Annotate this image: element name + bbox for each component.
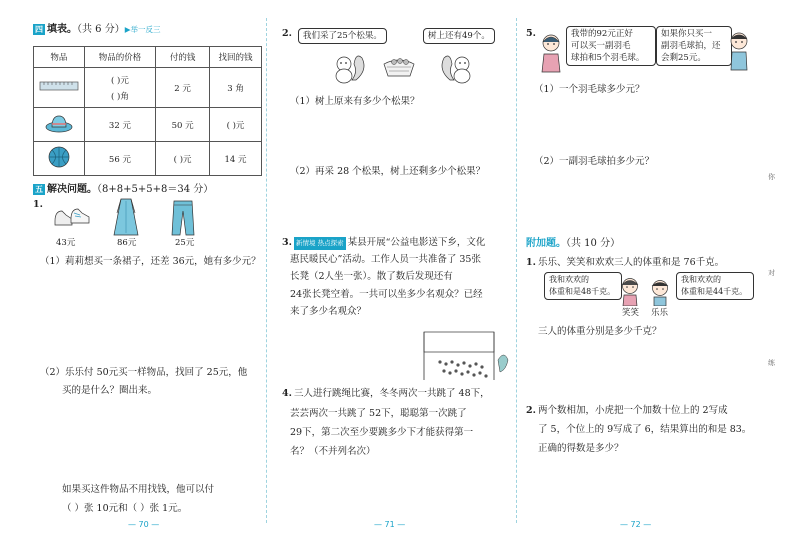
section-4-points: （共 6 分） <box>77 24 125 35</box>
speech-bubble-xiaoxiao <box>544 272 622 300</box>
bubble-line: 会剩25元。 <box>661 53 706 63</box>
bubble-line: 副羽毛球拍，还 <box>661 41 721 51</box>
table-row <box>34 108 262 142</box>
margin-label: 练 <box>768 359 775 367</box>
context-badge: 新情境 热点探索 <box>294 237 346 250</box>
question-4-line-3: 29下，第二次至少要跳多少下才能获得第一 <box>290 427 474 438</box>
price-table <box>33 46 262 176</box>
question-3-line-5: 来了多少名观众？ <box>290 306 367 317</box>
page-70 <box>0 0 262 543</box>
price-dress: 86元 <box>117 238 137 248</box>
table-cell: 14 元 <box>210 142 262 176</box>
speech-bubble-lele <box>676 272 754 300</box>
speech-bubble-boy <box>656 26 732 66</box>
table-cell-icon <box>34 108 85 142</box>
bonus-question-1-number: 1. <box>526 257 536 268</box>
table-cell: 2 元 <box>156 68 210 108</box>
column-divider <box>516 18 517 523</box>
page-number: — 71 — <box>374 520 406 529</box>
table-cell-icon <box>34 68 85 108</box>
table-cell: 32 元 <box>84 108 155 142</box>
section-5-points: （8+8+5+5+8＝34 分） <box>97 184 214 195</box>
bubble-line: 如果你只买一 <box>661 29 713 39</box>
section-4-title: 填表。 <box>47 24 77 35</box>
bubble-line: 我和欢欢的 <box>681 275 721 284</box>
table-header-row <box>34 47 262 68</box>
question-2-number: 2. <box>282 28 292 39</box>
bonus-question-2-line-1: 两个数相加，小虎把一个加数十位上的 2写成 <box>538 405 728 416</box>
question-4-line-1: 三人进行跳绳比赛，冬冬两次一共跳了 48下， <box>294 388 490 399</box>
bonus-question-2-number: 2. <box>526 405 536 416</box>
question-1-part-3-line-2[interactable]: （ ）张 10元和（ ）张 1元。 <box>62 503 188 514</box>
bubble-line: 体重和是44千克。 <box>681 287 748 296</box>
table-row <box>34 142 262 176</box>
table-cell-blank[interactable]: ( )元 <box>156 142 210 176</box>
price-blank-yuan[interactable]: ( )元 <box>111 75 129 86</box>
question-3-text: 某县开展“公益电影送下乡，文化 <box>347 237 486 248</box>
boy-icon <box>726 30 752 72</box>
table-header: 物品的价格 <box>84 47 155 68</box>
ball-icon <box>47 145 71 169</box>
bubble-line: 球拍和5个羽毛球。 <box>571 53 645 63</box>
squirrel-icon <box>328 50 368 84</box>
dress-icon <box>112 197 140 237</box>
question-4-number: 4. <box>282 388 292 399</box>
question-4-line-2: 芸芸两次一共跳了 52下，聪聪第一次跳了 <box>290 408 467 419</box>
table-row <box>34 68 262 108</box>
table-header: 付的钱 <box>156 47 210 68</box>
question-3-line-1 <box>294 236 485 250</box>
bonus-question-2-line-3: 正确的得数是多少？ <box>538 443 624 454</box>
column-divider <box>266 18 267 523</box>
girl-icon <box>538 32 564 74</box>
speech-bubble-girl <box>566 26 656 66</box>
table-header: 找回的钱 <box>210 47 262 68</box>
bonus-question-2-line-2: 了 5，个位上的 9写成了 6，结果算出的和是 83。 <box>538 424 752 435</box>
speech-bubble: 我们采了25个松果。 <box>298 28 387 44</box>
question-1-number: 1. <box>33 199 43 210</box>
table-cell-icon <box>34 142 85 176</box>
table-cell: 3 角 <box>210 68 262 108</box>
bubble-line: 我和欢欢的 <box>549 275 589 284</box>
name-label: 乐乐 <box>651 308 669 318</box>
question-3-number: 3. <box>282 237 292 248</box>
pants-icon <box>170 199 196 237</box>
page-number: — 72 — <box>620 520 652 529</box>
bubble-line: 可以买一副羽毛 <box>571 41 631 51</box>
bonus-title: 附加题。 <box>526 238 566 249</box>
table-cell: 56 元 <box>84 142 155 176</box>
section-4-tag: ▶举一反三 <box>124 25 161 34</box>
section-4-number: 四 <box>35 25 43 34</box>
bonus-question-1-text: 乐乐、笑笑和欢欢三人的体重和是 76千克。 <box>538 257 725 268</box>
margin-label: 对 <box>768 269 775 277</box>
hat-icon <box>44 112 74 134</box>
price-blank-jiao[interactable]: ( )角 <box>111 91 129 102</box>
page-71 <box>270 0 514 543</box>
question-3-line-4: 24张长凳空着。一共可以坐多少名观众？已经 <box>290 289 483 300</box>
squirrel-icon <box>438 50 478 84</box>
bubble-line: 体重和是48千克。 <box>549 287 616 296</box>
question-5-part-1: （1）一个羽毛球多少元？ <box>534 84 645 95</box>
bonus-points: （共 10 分） <box>566 238 621 249</box>
xiaoxiao-icon <box>618 276 642 306</box>
bonus-section-header <box>526 234 620 249</box>
shoes-icon <box>52 203 92 231</box>
question-5-number: 5. <box>526 28 536 39</box>
outdoor-cinema-illustration <box>420 330 510 382</box>
question-1-part-1: （1）莉莉想买一条裙子，还差 36元，她有多少元？ <box>40 256 261 267</box>
table-cell <box>84 68 155 108</box>
lele-icon <box>648 278 672 306</box>
section-5-title: 解决问题。 <box>47 184 97 195</box>
question-2-part-1: （1）树上原来有多少个松果？ <box>290 96 420 107</box>
question-3-line-3: 长凳（2人坐一张）。散了数后发现还有 <box>290 271 453 282</box>
question-4-line-4: 名？（不并列名次） <box>290 446 376 457</box>
page-72 <box>518 0 800 543</box>
table-cell: 50 元 <box>156 108 210 142</box>
question-3-line-2: 惠民暖民心”活动。工作人员一共准备了 35张 <box>290 254 481 265</box>
section-4-header <box>33 20 161 35</box>
margin-label: 你 <box>768 173 775 181</box>
ruler-icon <box>39 81 79 91</box>
speech-bubble: 树上还有49个。 <box>423 28 495 44</box>
price-pants: 25元 <box>175 238 195 248</box>
question-1-part-2-line-1: （2）乐乐付 50元买一样物品，找回了 25元，他 <box>40 367 248 378</box>
table-cell-blank[interactable]: ( )元 <box>210 108 262 142</box>
question-1-part-3-line-1: 如果买这件物品不用找钱，他可以付 <box>62 484 215 495</box>
section-5-number: 五 <box>35 185 43 194</box>
table-header: 物品 <box>34 47 85 68</box>
price-shoes: 43元 <box>56 238 76 248</box>
question-1-part-2-line-2: 买的是什么？圈出来。 <box>62 385 158 396</box>
page-number: — 70 — <box>128 520 160 529</box>
section-5-header <box>33 180 213 195</box>
bubble-line: 我带的92元正好 <box>571 29 633 39</box>
bonus-question-1-ask: 三人的体重分别是多少千克？ <box>538 326 662 337</box>
basket-icon <box>382 56 416 78</box>
question-5-part-2: （2）一副羽毛球拍多少元？ <box>534 156 655 167</box>
question-2-part-2: （2）再采 28 个松果，树上还剩多少个松果？ <box>290 166 486 177</box>
name-label: 笑笑 <box>622 308 640 318</box>
